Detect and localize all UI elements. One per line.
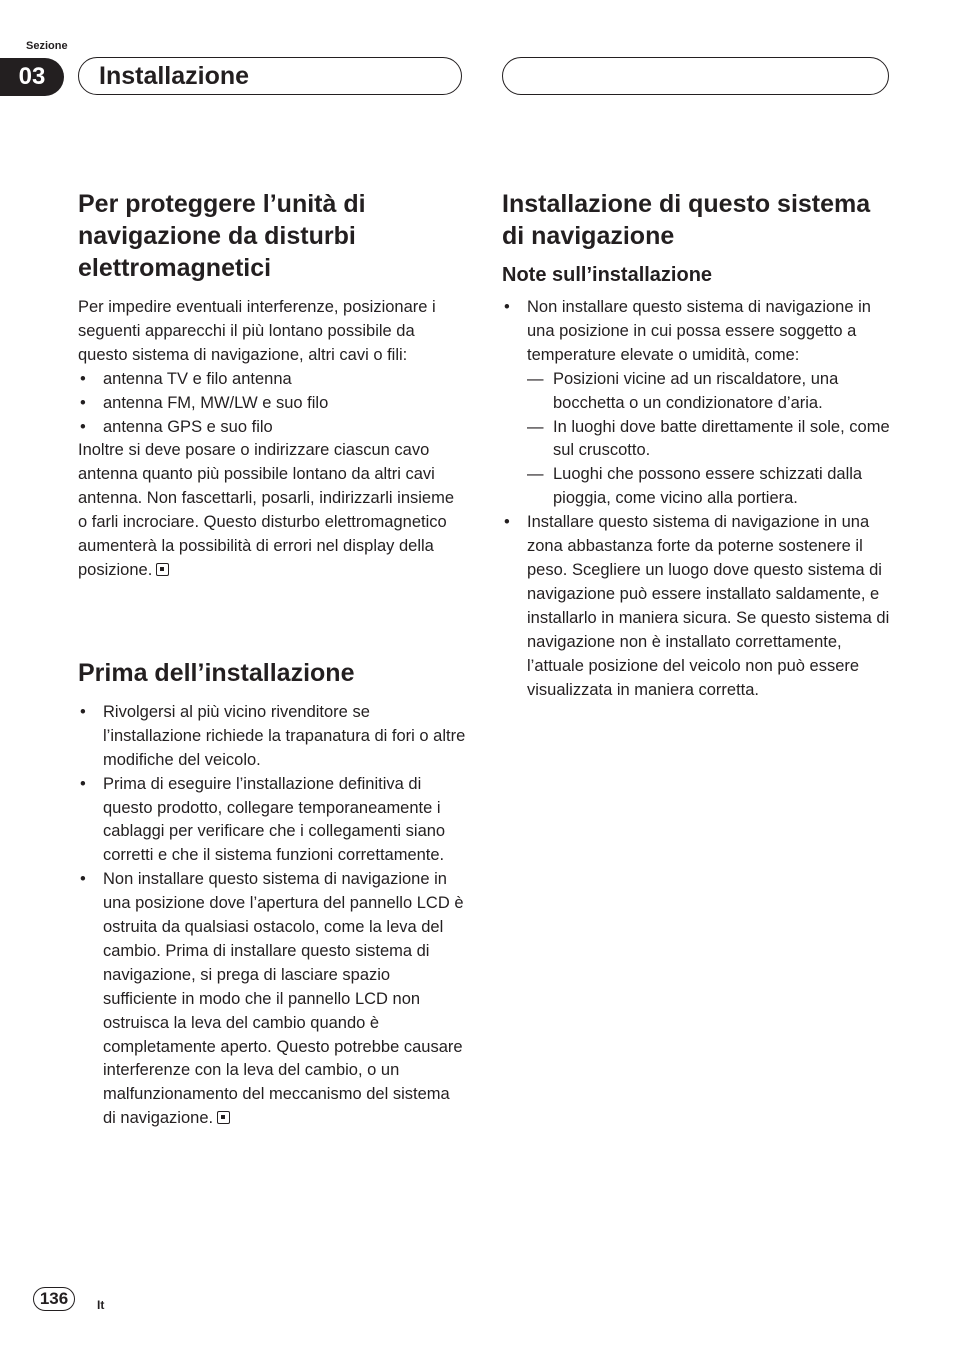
list-item: • Installare questo sistema di navigazione in una zona abbastanza forte da poterne sostenere il peso. Scegliere un luogo dove questo sistema di navigazione può essere installato saldamente, e installarlo in maniera sicura. Se questo sistema di navigazione non è installato correttamente, l’attuale posizione del veicolo non può essere visualizzata in maniera corretta. [502,511,890,702]
sub-list-item: — Posizioni vicine ad un riscaldatore, una bocchetta o un condizionatore d’aria. [527,368,890,416]
sub-list-item: — In luoghi dove batte direttamente il sole, come sul cruscotto. [527,416,890,464]
before-installation-list [78,701,466,1131]
installation-notes-list [502,296,890,702]
end-of-section-icon [217,1111,230,1124]
before-installation-heading: Prima dell’installazione [78,658,355,687]
list-item: • antenna TV e filo antenna [78,368,466,392]
right-column [502,188,890,702]
language-code: It [97,1298,105,1312]
list-item: • antenna GPS e suo filo [78,416,466,440]
emi-intro: Per impedire eventuali interferenze, posizionare i seguenti apparecchi il più lontano possibile da questo sistema di navigazione, altri cavi o fili: [78,298,436,364]
left-column [78,188,466,1131]
section-title-box [78,57,462,95]
page-number: 136 [33,1287,75,1311]
installation-subheading: Note sull’installazione [502,264,713,286]
list-item-text: Non installare questo sistema di navigazione in una posizione dove l’apertura del pannello LCD è ostruita da qualsiasi ostacolo, come la leva del cambio. Prima di installare questo sistema di navigazione, si prega di lasciare spazio sufficiente in modo che il pannello LCD non ostruisca la leva del cambio quando è completamente aperto. Questo potrebbe causare interferenze con la leva del cambio, o un malfunzionamento del meccanismo del sistema di navigazione. [103,870,464,1128]
section-number-tab: 03 [0,58,64,96]
list-item [78,868,466,1131]
header-empty-box [502,57,889,95]
emi-closing [78,439,466,582]
sub-list [527,368,890,511]
emi-closing-text: Inoltre si deve posare o indirizzare ciascun cavo antenna quanto più possibile lontano da altri cavi antenna. Non fascettarli, posarli, indirizzarli insieme o farli incrociare. Questo disturbo elettromagnetico aumenterà la possibilità di errori nel display della posizione. [78,441,455,579]
emi-heading: Per proteggere l’unità di navigazione da disturbi elettromagnetici [78,190,366,282]
list-item-text: Non installare questo sistema di navigazione in una posizione in cui possa essere soggetto a temperature elevate o umidità, come: [527,298,871,364]
list-item: • Prima di eseguire l’installazione definitiva di questo prodotto, collegare temporaneamente i cablaggi per verificare che i collegamenti siano corretti e che il sistema funzioni correttamente. [78,773,466,869]
list-item [502,296,890,511]
list-item: • antenna FM, MW/LW e suo filo [78,392,466,416]
installation-heading: Installazione di questo sistema di navigazione [502,190,871,250]
section-label: Sezione [26,40,68,52]
emi-list [78,368,466,440]
end-of-section-icon [156,563,169,576]
list-item: • Rivolgersi al più vicino rivenditore se l’installazione richiede la trapanatura di fori o altre modifiche del veicolo. [78,701,466,773]
section-title: Installazione [99,62,250,90]
sub-list-item: — Luoghi che possono essere schizzati dalla pioggia, come vicino alla portiera. [527,463,890,511]
